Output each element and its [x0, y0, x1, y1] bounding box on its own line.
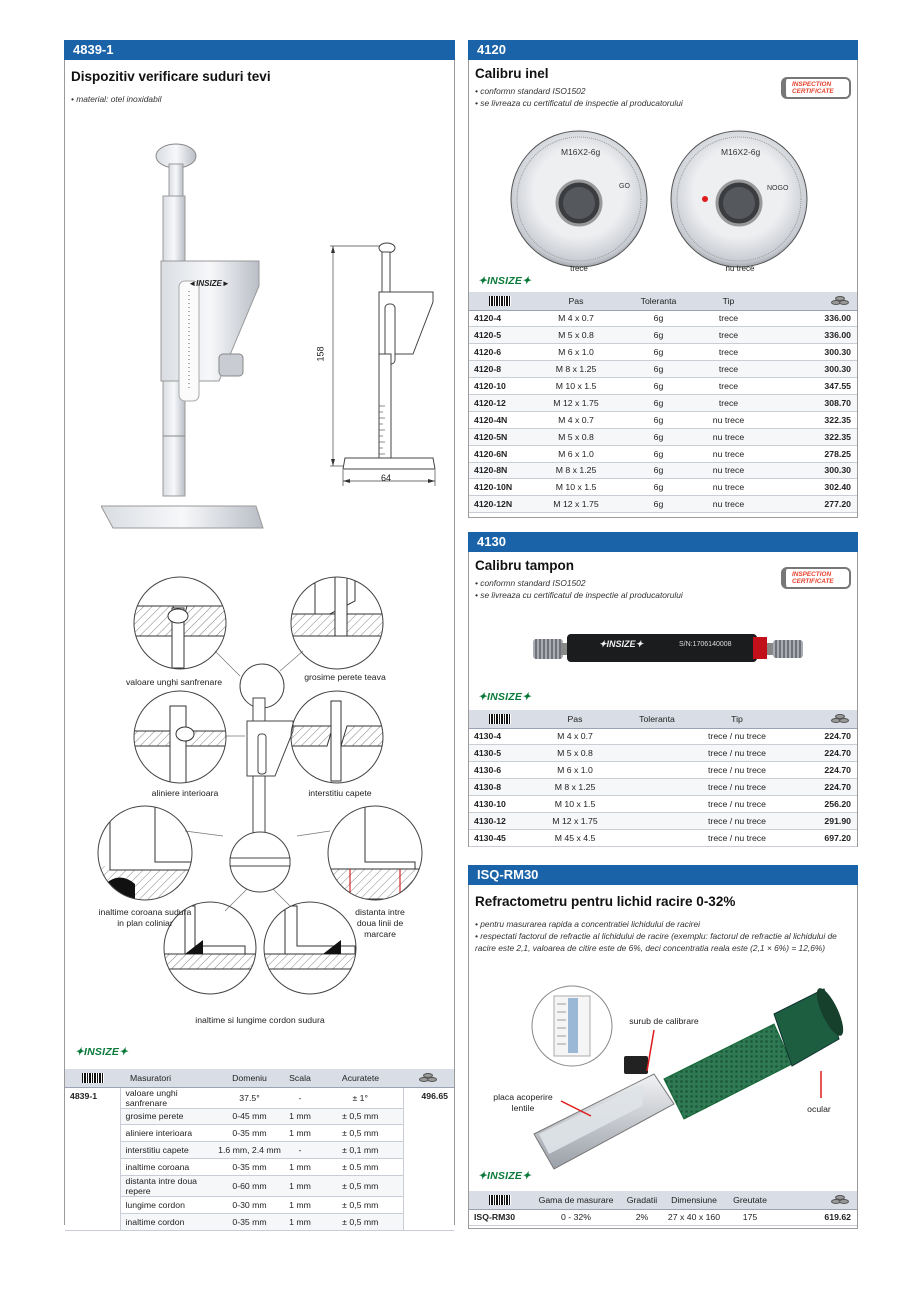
product-title: Calibru tampon [475, 558, 575, 573]
table-cell: M 6 x 1.0 [531, 344, 621, 361]
table-cell: 291.90 [779, 812, 857, 829]
table-row [469, 394, 857, 411]
table-cell: grosime perete [120, 1108, 217, 1125]
table-cell: 4120-10 [469, 378, 531, 395]
table-cell: 4120-8 [469, 361, 531, 378]
price-coins-icon [831, 714, 851, 724]
table-cell: 277.20 [761, 496, 857, 513]
table-cell: 0-35 mm [217, 1159, 282, 1176]
table-cell: 4120-8N [469, 462, 531, 479]
table-row [65, 1087, 454, 1108]
table-cell: M 6 x 1.0 [531, 445, 621, 462]
table-cell: 1 mm [282, 1108, 318, 1125]
product-panel-4839-1 [64, 40, 455, 1225]
table-cell: 4130-6 [469, 762, 531, 779]
table-cell: 6g [621, 462, 696, 479]
table-row [469, 1209, 857, 1226]
table-row [469, 445, 857, 462]
table-cell: M 10 x 1.5 [531, 479, 621, 496]
ring-gauges-photo [509, 129, 829, 271]
table-cell: 336.00 [761, 327, 857, 344]
table-cell: 322.35 [761, 428, 857, 445]
table-cell: nu trece [696, 445, 761, 462]
inspection-certificate-badge: INSPECTION CERTIFICATE [781, 567, 851, 589]
table-row [469, 479, 857, 496]
table-cell: trece [696, 394, 761, 411]
table-cell: 4120-10N [469, 479, 531, 496]
table-cell: ± 0,5 mm [318, 1176, 403, 1197]
table-cell: trece [696, 344, 761, 361]
table-cell: trece / nu trece [695, 762, 779, 779]
table-cell: 0 - 32% [531, 1209, 621, 1226]
table-row [65, 1213, 454, 1230]
label-distance: distanta intre doua linii de marcare [355, 907, 405, 939]
plug-serial: S/N:1706140008 [679, 641, 732, 648]
table-row [65, 1159, 454, 1176]
spec-table-4130: Pas Toleranta Tip 4130-4 M 4 x 0.7 trece / nu trece 224.70 4130-5 M 5 x 0.8 trece / nu trece 224.70 4130-6 M 6 x 1.0 trece / nu trece 224.70 4130-8 M 8 x 1.25 trece / nu trece 224.70 4130-10 M 10 x 1.5 trece / nu trece 256.20 4130-12 M 12 x 1.75 trece / nu trece 291.90 4130-45 M 45 x 4.5 trece / nu trece 697.20 [469, 710, 857, 847]
weld-gauge-photo [101, 136, 281, 536]
table-row [469, 428, 857, 445]
table-cell: nu trece [696, 479, 761, 496]
table-cell: 224.70 [779, 762, 857, 779]
table-row [469, 310, 857, 327]
ring-go-type: GO [619, 183, 630, 190]
barcode-icon [489, 714, 511, 724]
table-cell: 4130-4 [469, 728, 531, 745]
table-cell: ± 0,5 mm [318, 1197, 403, 1214]
table-row [469, 812, 857, 829]
insize-logo: ✦INSIZE✦ [478, 1170, 532, 1182]
table-row [469, 344, 857, 361]
table-cell: trece [696, 327, 761, 344]
table-cell: 336.00 [761, 310, 857, 327]
table-cell: 0-45 mm [217, 1108, 282, 1125]
table-cell: M 10 x 1.5 [531, 796, 619, 813]
inspection-certificate-badge: INSPECTION CERTIFICATE [781, 77, 851, 99]
table-cell: - [282, 1142, 318, 1159]
table-cell: 4120-4 [469, 310, 531, 327]
table-cell: ± 0,5 mm [318, 1125, 403, 1142]
table-cell: ± 0,1 mm [318, 1142, 403, 1159]
product-bullets: • pentru masurarea rapida a concentratiei lichidului de racirei • respectati factorul de refractie al lichidului de racire (exemplu: factorul de refractie al lichidului de racire este 2,1, valoarea de citire este de 6%, deci concentratia reala este (2,1 × 6%) = 12,6%) [475, 919, 837, 953]
table-cell: 347.55 [761, 378, 857, 395]
table-cell: 496.65 [403, 1087, 454, 1230]
product-bullets: • material: otel inoxidabil [71, 94, 162, 104]
spec-table-isq-rm30: Gama de masurare Gradatii Dimensiune Greutate ISQ-RM30 0 - 32% 2% 27 x 40 x 160 175 619.62 [469, 1191, 857, 1226]
table-cell: 0-60 mm [217, 1176, 282, 1197]
table-cell: interstitiu capete [120, 1142, 217, 1159]
table-cell: M 5 x 0.8 [531, 745, 619, 762]
insize-logo: ✦INSIZE✦ [75, 1046, 129, 1058]
table-cell: M 5 x 0.8 [531, 327, 621, 344]
table-cell: 6g [621, 445, 696, 462]
table-cell: 1 mm [282, 1213, 318, 1230]
price-coins-icon [419, 1073, 439, 1083]
spec-table-4839-1: Masuratori Domeniu Scala Acuratete 4839-1 valoare unghi sanfrenare 37.5° - ± 1° 496.65 grosime perete 0-45 mm 1 mm ± 0,5 mm aliniere interioara 0-35 mm 1 mm ± 0,5 mm interstitiu capete 1.6 mm, 2.4 mm - ± 0,1 mm inaltime coroana 0-35 mm 1 mm ± 0.5 mm distanta intre doua repere 0-60 mm 1 mm ± 0,5 mm lungime cordon 0-30 mm 1 mm ± 0,5 mm inaltime cordon 0-35 mm 1 mm ± 0,5 mm [65, 1069, 454, 1231]
product-panel-isq-rm30 [468, 865, 858, 1229]
table-cell: 1 mm [282, 1176, 318, 1197]
table-cell: 224.70 [779, 745, 857, 762]
ring-nogo-marking: M16X2-6g [721, 147, 761, 157]
table-row [469, 745, 857, 762]
table-row [469, 462, 857, 479]
table-row [65, 1125, 454, 1142]
table-row [469, 327, 857, 344]
product-panel-4120 [468, 40, 858, 518]
table-cell: M 4 x 0.7 [531, 728, 619, 745]
table-cell: 27 x 40 x 160 [663, 1209, 725, 1226]
table-cell: trece [696, 310, 761, 327]
table-cell: M 8 x 1.25 [531, 779, 619, 796]
table-cell: 6g [621, 496, 696, 513]
svg-text:◄INSIZE►: ◄INSIZE► [188, 279, 230, 288]
product-panel-4130 [468, 532, 858, 847]
table-cell: 300.30 [761, 361, 857, 378]
table-cell: M 12 x 1.75 [531, 496, 621, 513]
table-cell [619, 779, 695, 796]
table-cell: - [282, 1087, 318, 1108]
product-code-tab: ISQ-RM30 [468, 865, 588, 885]
table-cell: trece / nu trece [695, 829, 779, 846]
product-title: Refractometru pentru lichid racire 0-32% [475, 894, 736, 909]
table-cell: 6g [621, 428, 696, 445]
insize-logo: ✦INSIZE✦ [478, 691, 532, 703]
table-cell: M 8 x 1.25 [531, 361, 621, 378]
table-row [469, 796, 857, 813]
label-align: aliniere interioara [151, 788, 219, 798]
table-row [469, 496, 857, 513]
table-cell: 6g [621, 361, 696, 378]
table-row [65, 1197, 454, 1214]
table-cell: valoare unghi sanfrenare [120, 1087, 217, 1108]
dimension-drawing [305, 236, 445, 496]
table-cell: 256.20 [779, 796, 857, 813]
table-cell: 4120-4N [469, 411, 531, 428]
table-cell: M 12 x 1.75 [531, 394, 621, 411]
table-cell: 2% [621, 1209, 663, 1226]
table-cell: 6g [621, 327, 696, 344]
table-cell: 224.70 [779, 779, 857, 796]
table-cell: 175 [725, 1209, 775, 1226]
table-cell: 6g [621, 394, 696, 411]
table-cell: 1.6 mm, 2.4 mm [217, 1142, 282, 1159]
table-cell: 4130-8 [469, 779, 531, 796]
insize-logo: ✦INSIZE✦ [478, 275, 532, 287]
ring-nogo-type: NOGO [767, 185, 789, 192]
table-cell: M 6 x 1.0 [531, 762, 619, 779]
table-cell: trece / nu trece [695, 779, 779, 796]
table-cell: 4130-5 [469, 745, 531, 762]
label-gap: interstitiu capete [308, 788, 372, 798]
table-row [469, 728, 857, 745]
table-cell: nu trece [696, 462, 761, 479]
table-cell: trece [696, 378, 761, 395]
table-cell: M 12 x 1.75 [531, 812, 619, 829]
label-pointers [469, 866, 859, 1166]
spec-table-4120: Pas Toleranta Tip 4120-4 M 4 x 0.7 6g trece 336.00 4120-5 M 5 x 0.8 6g trece 336.00 4120-6 M 6 x 1.0 6g trece 300.30 4120-8 M 8 x 1.25 6g trece 300.30 4120-10 M 10 x 1.5 6g trece 347.55 4120-12 M 12 x 1.75 6g trece 308.70 4120-4N M 4 x 0.7 6g nu trece 322.35 4120-5N M 5 x 0.8 6g nu trece 322.35 4120-6N M 6 x 1.0 6g nu trece 278.25 4120-8N M 8 x 1.25 6g nu trece 300.30 4120-10N M 10 x 1.5 6g nu trece 302.40 4120-12N M 12 x 1.75 6g nu trece 277.20 [469, 292, 857, 513]
table-cell: 6g [621, 479, 696, 496]
table-cell: M 8 x 1.25 [531, 462, 621, 479]
table-cell [619, 829, 695, 846]
table-cell: M 45 x 4.5 [531, 829, 619, 846]
product-code-tab: 4839-1 [64, 40, 184, 60]
table-row [469, 779, 857, 796]
table-cell: 322.35 [761, 411, 857, 428]
table-cell: 300.30 [761, 344, 857, 361]
table-cell: M 4 x 0.7 [531, 310, 621, 327]
table-cell: inaltime cordon [120, 1213, 217, 1230]
table-cell: M 5 x 0.8 [531, 428, 621, 445]
table-cell [619, 728, 695, 745]
table-cell: ± 1° [318, 1087, 403, 1108]
product-code-tab: 4120 [468, 40, 588, 60]
label-wall: grosime perete teava [304, 672, 386, 682]
table-cell: 4120-5 [469, 327, 531, 344]
table-row [469, 829, 857, 846]
table-cell: 1 mm [282, 1125, 318, 1142]
table-cell: 308.70 [761, 394, 857, 411]
table-cell: 1 mm [282, 1159, 318, 1176]
table-cell: 697.20 [779, 829, 857, 846]
table-cell: M 4 x 0.7 [531, 411, 621, 428]
table-cell: 302.40 [761, 479, 857, 496]
table-cell: 4130-10 [469, 796, 531, 813]
product-title: Dispozitiv verificare suduri tevi [71, 69, 271, 84]
price-coins-icon [831, 1195, 851, 1205]
table-row [65, 1108, 454, 1125]
table-cell: trece / nu trece [695, 812, 779, 829]
label-ocular: ocular [807, 1104, 831, 1114]
table-cell: 4120-12 [469, 394, 531, 411]
barcode-icon [489, 296, 511, 306]
table-cell [619, 812, 695, 829]
ring-go-marking: M16X2-6g [561, 147, 601, 157]
table-cell: ISQ-RM30 [469, 1209, 531, 1226]
table-cell: 0-35 mm [217, 1125, 282, 1142]
table-cell [619, 796, 695, 813]
label-lens-cover: placa acoperire lentile [493, 1092, 553, 1113]
table-cell: distanta intre doua repere [120, 1176, 217, 1197]
table-cell: 4120-12N [469, 496, 531, 513]
table-cell: trece / nu trece [695, 796, 779, 813]
table-cell: 0-30 mm [217, 1197, 282, 1214]
table-cell: 37.5° [217, 1087, 282, 1108]
table-cell: 278.25 [761, 445, 857, 462]
table-cell: 4120-6N [469, 445, 531, 462]
table-cell: 4120-6 [469, 344, 531, 361]
table-cell: 6g [621, 310, 696, 327]
label-angle: valoare unghi sanfrenare [125, 677, 223, 687]
table-cell: 619.62 [775, 1209, 857, 1226]
table-cell: M 10 x 1.5 [531, 378, 621, 395]
table-cell: nu trece [696, 496, 761, 513]
product-bullets: • conformn standard ISO1502 • se livreaza cu certificatul de inspectie al producatorului [475, 578, 683, 600]
table-row [469, 762, 857, 779]
table-cell: 0-35 mm [217, 1213, 282, 1230]
table-row [65, 1176, 454, 1197]
product-code-tab: 4130 [468, 532, 588, 552]
table-cell [619, 762, 695, 779]
barcode-icon [489, 1195, 511, 1205]
plug-brand: ✦INSIZE✦ [599, 639, 644, 649]
product-title: Calibru inel [475, 66, 549, 81]
table-cell: ± 0.5 mm [318, 1159, 403, 1176]
height-dimension: 158 [315, 346, 326, 362]
label-bead: inaltime si lungime cordon sudura [195, 1015, 325, 1025]
table-cell: trece [696, 361, 761, 378]
table-cell: lungime cordon [120, 1197, 217, 1214]
table-cell: 6g [621, 378, 696, 395]
width-dimension: 64 [381, 473, 392, 483]
table-cell: 1 mm [282, 1197, 318, 1214]
table-cell: 4130-45 [469, 829, 531, 846]
table-cell: 6g [621, 344, 696, 361]
table-row [469, 361, 857, 378]
price-coins-icon [831, 296, 851, 306]
table-cell: 4130-12 [469, 812, 531, 829]
table-cell: trece / nu trece [695, 745, 779, 762]
table-cell: trece / nu trece [695, 728, 779, 745]
table-cell: 4839-1 [65, 1087, 120, 1230]
label-calibration-screw: surub de calibrare [629, 1016, 699, 1026]
table-cell: aliniere interioara [120, 1125, 217, 1142]
ring-go-caption: trece [570, 264, 588, 273]
table-cell [619, 745, 695, 762]
table-cell: 4120-5N [469, 428, 531, 445]
table-row [65, 1142, 454, 1159]
table-cell: 300.30 [761, 462, 857, 479]
table-row [469, 411, 857, 428]
table-cell: ± 0,5 mm [318, 1213, 403, 1230]
table-cell: nu trece [696, 428, 761, 445]
label-crown: inaltime coroana sudura in plan coliniar [98, 907, 192, 928]
product-bullets: • conformn standard ISO1502 • se livreaza cu certificatul de inspectie al producatorului [475, 86, 683, 108]
table-row [469, 378, 857, 395]
table-cell: 6g [621, 411, 696, 428]
ring-nogo-caption: nu trece [725, 264, 755, 273]
plug-gauge-photo [531, 631, 811, 667]
table-cell: nu trece [696, 411, 761, 428]
table-cell: ± 0,5 mm [318, 1108, 403, 1125]
table-cell: inaltime coroana [120, 1159, 217, 1176]
table-cell: 224.70 [779, 728, 857, 745]
barcode-icon [82, 1073, 104, 1083]
